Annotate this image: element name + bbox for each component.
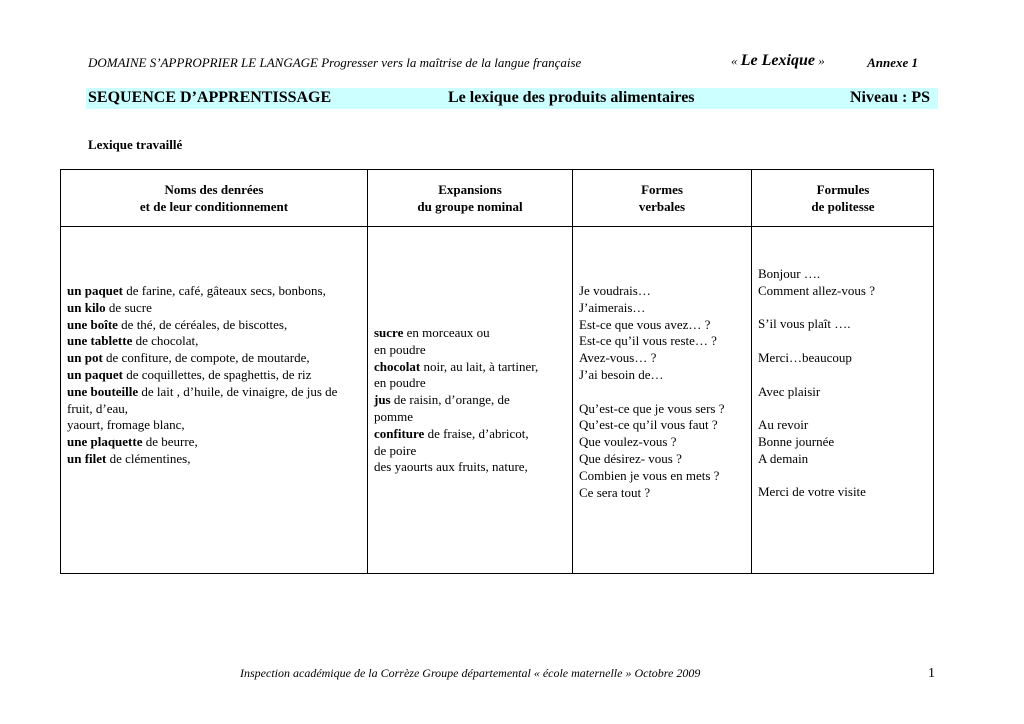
- cell-line: [67, 350, 337, 367]
- cell-line: [67, 300, 337, 317]
- bold-term: chocolat: [374, 358, 421, 374]
- cell-line: Qu’est-ce qu’il vous faut ?: [579, 417, 718, 433]
- cell-line: [67, 384, 337, 401]
- cell-line: J’ai besoin de…: [579, 366, 664, 382]
- cell-line: S’il vous plaît ….: [758, 316, 851, 332]
- column-divider: [751, 170, 752, 573]
- lexique-suffix: »: [814, 53, 825, 68]
- term-text: de confiture, de compote, de moutarde,: [102, 350, 310, 366]
- table-header-formes: [573, 181, 751, 215]
- header-line: de politesse: [811, 199, 875, 214]
- page-footer: Inspection académique de la Corrèze Groupe départemental « école maternelle » Octobre 2009: [240, 666, 701, 680]
- cell-line: Je voudrais…: [579, 283, 651, 298]
- cell-line: [374, 459, 538, 476]
- bold-term: confiture: [374, 425, 425, 441]
- cell-line: Qu’est-ce que je vous sers ?: [579, 400, 725, 416]
- sequence-band: [86, 88, 938, 109]
- term-text: de thé, de céréales, de biscottes,: [117, 316, 288, 332]
- term-text: de beurre,: [142, 434, 198, 450]
- cell-line: Avez-vous… ?: [579, 350, 657, 366]
- bold-term: un paquet: [67, 366, 123, 382]
- formes-cell: [579, 283, 724, 501]
- cell-line: Comment allez-vous ?: [758, 282, 875, 298]
- cell-line: Combien je vous en mets ?: [579, 467, 720, 483]
- header-line: Formes: [641, 182, 683, 197]
- cell-line: [67, 451, 337, 468]
- term-text: de chocolat,: [132, 333, 199, 349]
- lexique-title: Le Lexique: [740, 52, 815, 69]
- cell-line: Avec plaisir: [758, 383, 821, 399]
- cell-line: Au revoir: [758, 417, 809, 433]
- cell-line: Est-ce que vous avez… ?: [579, 316, 711, 332]
- cell-line: [374, 392, 538, 409]
- cell-line: Bonne journée: [758, 433, 835, 449]
- lexique-label: Lexique travaillé: [88, 137, 183, 152]
- term-text: de clémentines,: [106, 450, 191, 466]
- annexe-label: Annexe 1: [867, 55, 918, 70]
- bold-term: sucre: [374, 325, 404, 340]
- term-text: yaourt, fromage blanc,: [67, 417, 185, 433]
- blank-line: [758, 367, 875, 384]
- header-line: Expansions: [438, 182, 502, 197]
- cell-line: [67, 283, 337, 300]
- cell-line: [67, 401, 337, 418]
- cell-line: Que voulez-vous ?: [579, 434, 677, 450]
- term-text: de coquillettes, de spaghettis, de riz: [123, 366, 312, 382]
- bold-term: une plaquette: [67, 434, 143, 450]
- term-text: fruit, d’eau,: [67, 400, 129, 416]
- sequence-title: SEQUENCE D’APPRENTISSAGE: [88, 89, 332, 106]
- bold-term: un filet: [67, 450, 107, 466]
- cell-line: A demain: [758, 450, 809, 466]
- header-divider: [61, 226, 933, 227]
- term-text: de farine, café, gâteaux secs, bonbons,: [123, 283, 326, 298]
- noms-cell: [67, 283, 337, 468]
- cell-line: [67, 417, 337, 434]
- column-divider: [572, 170, 573, 573]
- table-header-expansions: [368, 181, 572, 215]
- cell-line: [374, 325, 538, 342]
- bold-term: jus: [374, 392, 391, 408]
- cell-line: [374, 426, 538, 443]
- cell-line: Merci de votre visite: [758, 484, 866, 500]
- term-text: en poudre: [374, 341, 426, 357]
- bold-term: un paquet: [67, 283, 123, 298]
- term-text: de raisin, d’orange, de: [390, 392, 510, 408]
- cell-line: [374, 375, 538, 392]
- blank-line: [579, 384, 724, 401]
- term-text: de lait , d’huile, de vinaigre, de jus de: [138, 383, 338, 399]
- header-line: Formules: [816, 182, 870, 197]
- header-line: verbales: [638, 199, 686, 214]
- cell-line: Merci…beaucoup: [758, 349, 852, 365]
- formules-cell: [758, 266, 875, 501]
- cell-line: Que désirez- vous ?: [579, 450, 682, 466]
- lexique-prefix: «: [731, 53, 741, 68]
- sequence-theme: Le lexique des produits alimentaires: [448, 89, 695, 106]
- cell-line: [67, 333, 337, 350]
- term-text: en morceaux ou: [403, 325, 490, 340]
- cell-line: [67, 367, 337, 384]
- lexique-heading: [731, 52, 825, 70]
- table-header-noms: [61, 181, 367, 215]
- cell-line: [374, 409, 538, 426]
- cell-line: Ce sera tout ?: [579, 484, 651, 500]
- column-divider: [367, 170, 368, 573]
- cell-line: Bonjour ….: [758, 266, 821, 281]
- term-text: pomme: [374, 408, 413, 424]
- cell-line: [374, 359, 538, 376]
- sequence-level: Niveau : PS: [850, 89, 930, 106]
- term-text: de poire: [374, 442, 417, 458]
- header-line: du groupe nominal: [417, 199, 523, 214]
- blank-line: [758, 468, 875, 485]
- cell-line: [67, 434, 337, 451]
- term-text: de sucre: [105, 299, 152, 315]
- term-text: en poudre: [374, 375, 426, 391]
- cell-line: [374, 342, 538, 359]
- cell-line: [374, 443, 538, 460]
- bold-term: une bouteille: [67, 383, 139, 399]
- page-header: [88, 52, 924, 72]
- cell-line: Est-ce qu’il vous reste… ?: [579, 333, 717, 349]
- bold-term: un kilo: [67, 299, 106, 315]
- bold-term: un pot: [67, 350, 103, 366]
- cell-line: J’aimerais…: [579, 299, 646, 315]
- term-text: des yaourts aux fruits, nature,: [374, 459, 528, 475]
- blank-line: [758, 333, 875, 350]
- header-line: Noms des denrées: [164, 182, 264, 197]
- domain-text: DOMAINE S’APPROPRIER LE LANGAGE Progresser vers la maîtrise de la langue française: [88, 55, 582, 70]
- term-text: de fraise, d’abricot,: [424, 425, 529, 441]
- table-header-formules: [752, 181, 934, 215]
- blank-line: [758, 300, 875, 317]
- term-text: noir, au lait, à tartiner,: [420, 358, 539, 374]
- blank-line: [758, 400, 875, 417]
- cell-line: [67, 317, 337, 334]
- header-line: et de leur conditionnement: [139, 199, 289, 214]
- lexique-table: [60, 169, 934, 574]
- bold-term: une boîte: [67, 316, 118, 332]
- bold-term: une tablette: [67, 333, 133, 349]
- page-number: 1: [928, 666, 935, 681]
- expansions-cell: [374, 325, 538, 476]
